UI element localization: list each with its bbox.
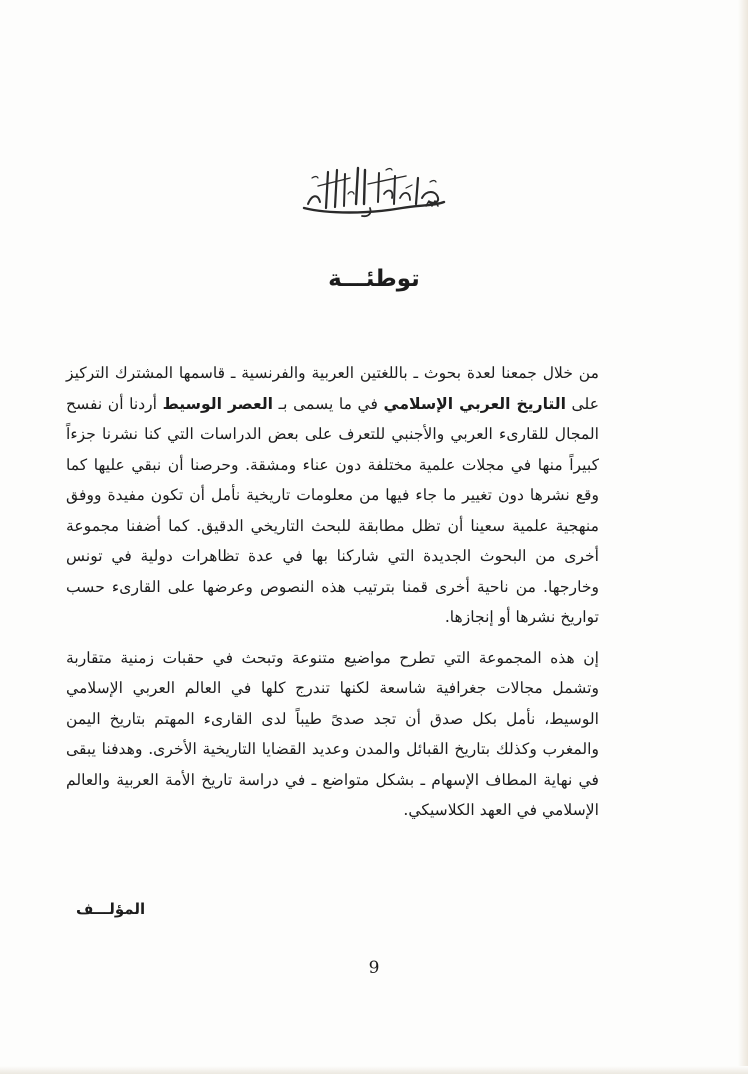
body-paragraph — [66, 643, 599, 826]
body-paragraph — [66, 358, 599, 633]
paragraph-text: أردنا أن نفسح المجال للقارىء العربي والأجنبي للتعرف على بعض الدراسات التي كنا نشرنا جزءاً كبيراً منها في مجلات علمية مختلفة دون عناء ومشقة. وحرصنا أن نبقي عليها كما وقع نشرها دون تغيير ما جاء فيها من معلومات تاريخية نأمل أن تكون مفيدة ووفق منهجية علمية سعينا أن تظل مطابقة للبحث التاريخي الدقيق. كما أضفنا مجموعة أخرى من البحوث الجديدة التي شاركنا بها في عدة تظاهرات دولية في تونس وخارجها. من ناحية أخرى قمنا بترتيب هذه النصوص وعرضها على القارىء حسب تواريخ نشرها أو إنجازها. — [66, 394, 599, 626]
page-edge-shadow — [738, 0, 748, 1074]
author-signature: المؤلـــف — [76, 900, 146, 918]
bold-phrase: التاريخ العربي الإسلامي — [383, 394, 566, 413]
paragraph-text: إن هذه المجموعة التي تطرح مواضيع متنوعة وتبحث في حقبات زمنية متقاربة وتشمل مجالات جغرافية شاسعة لكنها تندرج كلها في العالم العربي الإسلامي الوسيط، نأمل بكل صدق أن تجد صدىً طيباً لدى القارىء المهتم بتاريخ اليمن والمغرب وكذلك بتاريخ القبائل والمدن وعديد القضايا التاريخية الأخرى. وهدفنا يبقى في نهاية المطاف الإسهام ـ بشكل متواضع ـ في دراسة تاريخ الأمة العربية والعالم الإسلامي في العهد الكلاسيكي. — [66, 648, 599, 819]
basmala-calligraphy — [298, 164, 448, 218]
paragraph-text: من خلال جمعنا لعدة بحوث ـ باللغتين العربية والفرنسية ـ قاسمها المشترك التركيز على — [66, 364, 600, 413]
page-number: 9 — [368, 958, 380, 978]
document-title: توطئـــة — [328, 266, 420, 292]
page-bottom-shadow — [0, 1066, 748, 1074]
bold-phrase: العصر الوسيط — [162, 394, 274, 413]
document-body — [66, 358, 599, 826]
paragraph-text: في ما يسمى بـ — [273, 394, 384, 413]
